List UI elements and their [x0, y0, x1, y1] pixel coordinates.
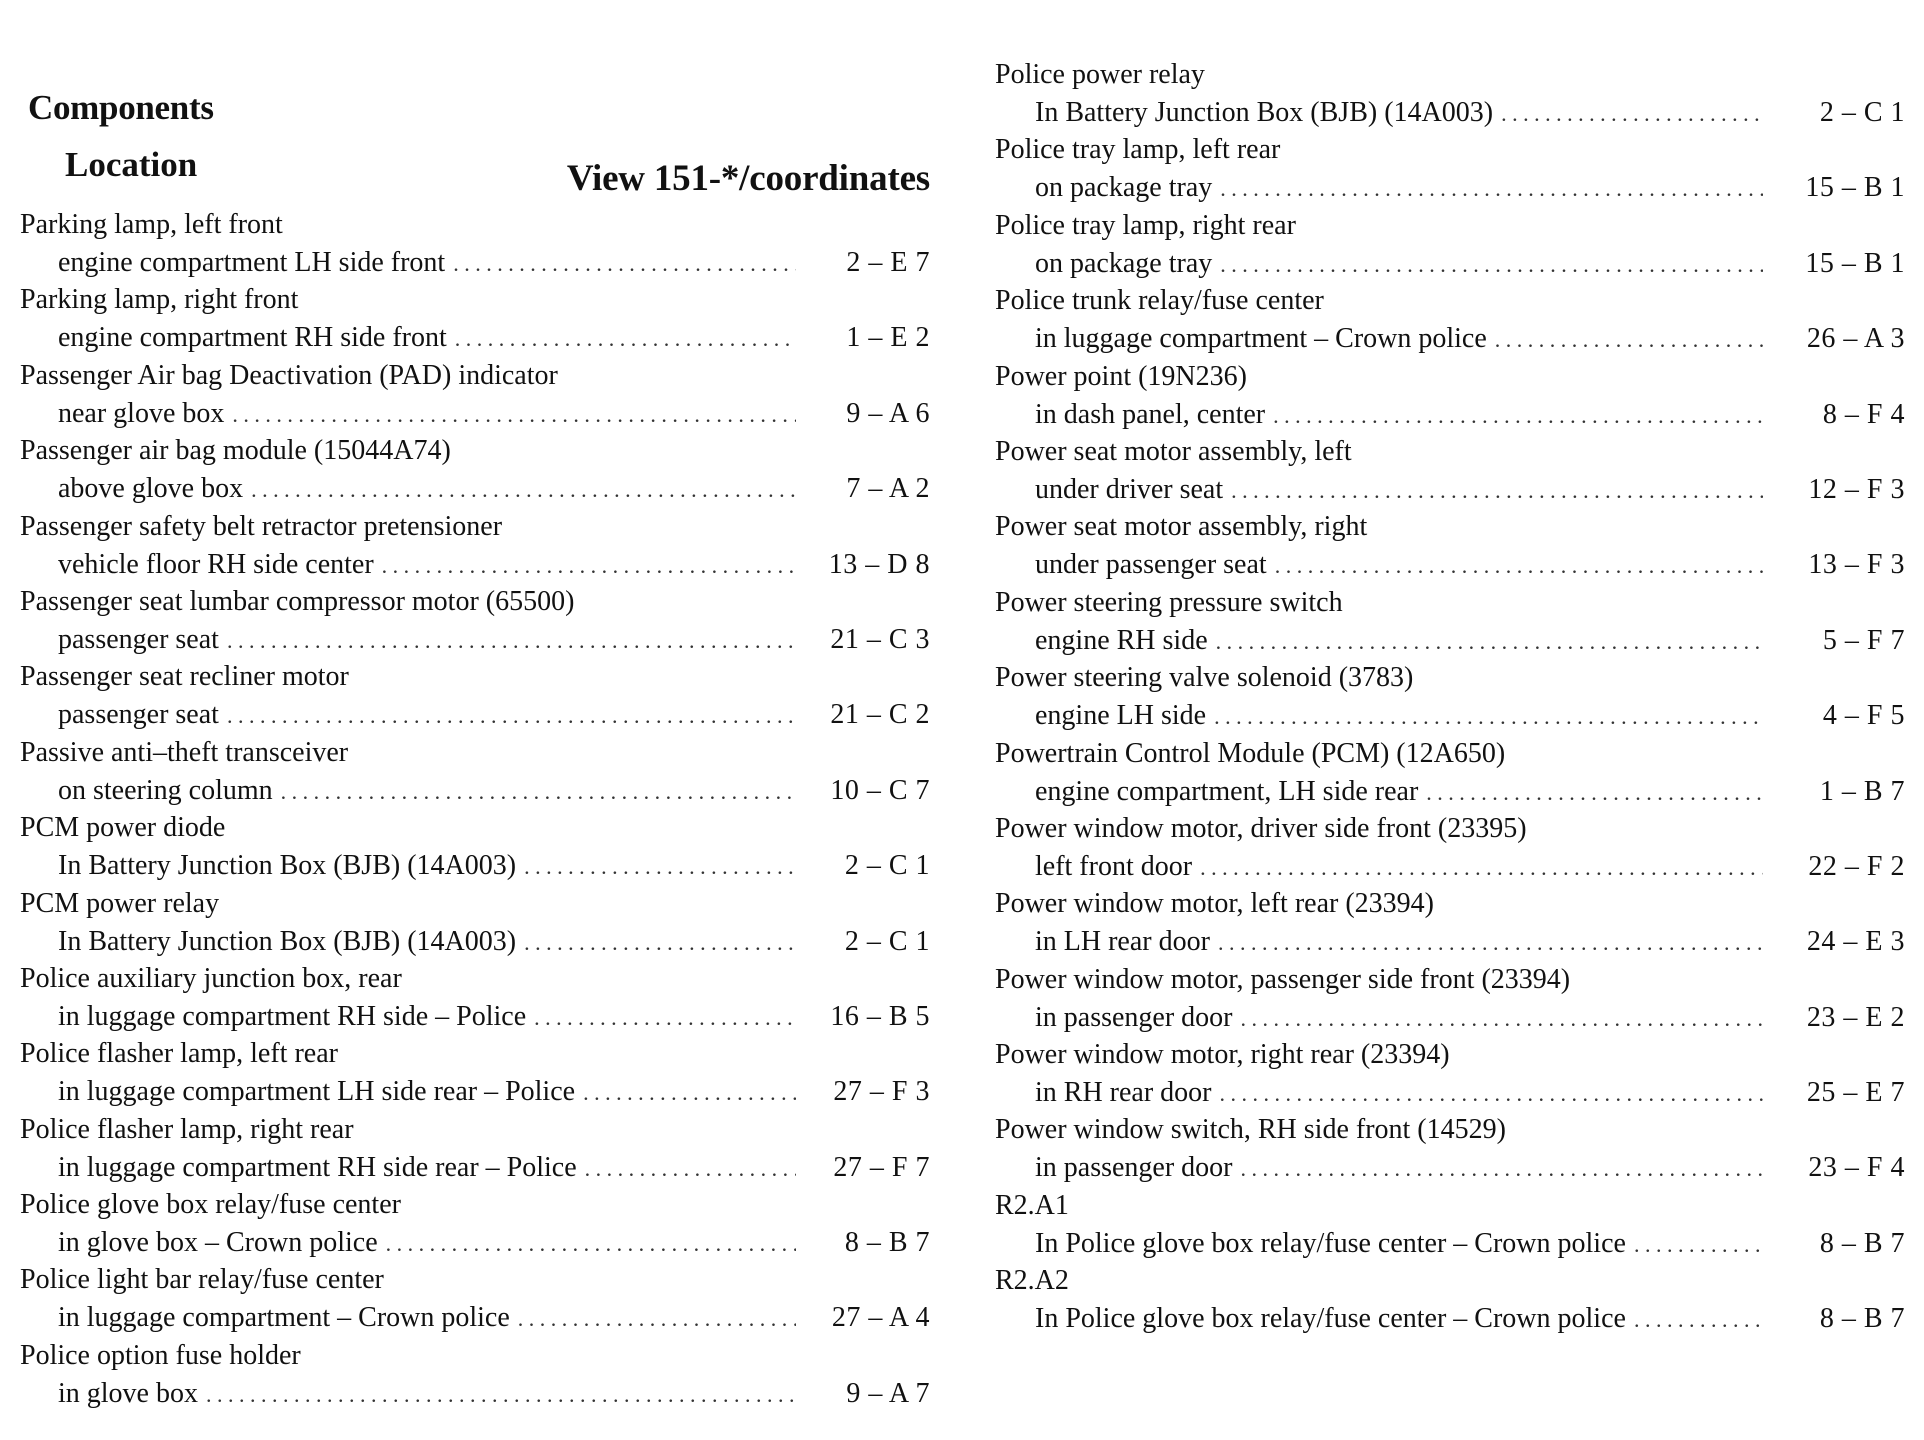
component-name: R2.A2: [995, 1265, 1069, 1297]
view-coordinate: 2 – C 1: [844, 925, 930, 957]
component-location-line: [58, 395, 930, 432]
component-name: Passenger safety belt retractor pretensioner: [20, 510, 503, 542]
dot-leader: [386, 1225, 796, 1262]
component-location: in glove box – Crown police: [58, 1227, 378, 1259]
view-coordinate: 12 – F 3: [1808, 473, 1905, 505]
component-name: Parking lamp, right front: [20, 284, 299, 316]
component-entry: [995, 508, 1905, 583]
component-name: Power seat motor assembly, right: [995, 511, 1368, 543]
component-location-line: [1035, 622, 1905, 659]
component-location-line: [1035, 546, 1905, 583]
component-location-line: [1035, 923, 1905, 960]
component-location-line: [58, 998, 930, 1035]
component-entry: [20, 508, 930, 583]
component-name: Police flasher lamp, right rear: [20, 1113, 354, 1145]
component-location: In Battery Junction Box (BJB) (14A003): [1035, 97, 1494, 128]
component-name: Power seat motor assembly, left: [995, 435, 1352, 467]
dot-leader: [1273, 397, 1763, 434]
dot-leader: [251, 471, 796, 508]
component-location: near glove box: [58, 397, 225, 429]
component-location: in RH rear door: [1035, 1077, 1212, 1109]
component-name: PCM power diode: [20, 812, 226, 844]
dot-leader: [518, 1300, 796, 1337]
component-entry: [995, 584, 1905, 659]
view-coordinate: 2 – C 1: [844, 850, 930, 882]
component-entry: [20, 206, 930, 281]
dot-leader: [1634, 1226, 1763, 1263]
view-coordinate: 23 – E 2: [1806, 1001, 1905, 1033]
component-name: Police tray lamp, right rear: [995, 209, 1296, 241]
component-location: In Police glove box relay/fuse center – Crown police: [1035, 1303, 1626, 1335]
dot-leader: [1426, 774, 1763, 811]
dot-leader: [524, 924, 796, 961]
view-coordinate: 5 – F 7: [1822, 624, 1905, 656]
component-entry: [20, 357, 930, 432]
component-location: engine compartment, LH side rear: [1035, 775, 1419, 807]
component-location-line: [1035, 999, 1905, 1036]
component-location-line: [1035, 245, 1905, 282]
component-location: in passenger door: [1035, 1001, 1233, 1033]
component-entry: [20, 1337, 930, 1412]
dot-leader: [455, 320, 796, 357]
component-location: on steering column: [58, 774, 273, 806]
component-location-line: [1035, 320, 1905, 357]
component-entry: [995, 56, 1905, 131]
view-coordinate: 8 – F 4: [1822, 398, 1905, 430]
component-name: Power steering pressure switch: [995, 586, 1343, 618]
component-name: Passenger seat recliner motor: [20, 661, 349, 693]
components-heading: Components: [28, 88, 214, 127]
view-coordinate: 9 – A 6: [846, 397, 930, 429]
view-coordinate: 16 – B 5: [830, 1000, 930, 1032]
component-location: in passenger door: [1035, 1152, 1233, 1184]
dot-leader: [1200, 849, 1763, 886]
component-name: Parking lamp, left front: [20, 209, 283, 240]
component-location-line: [58, 923, 930, 960]
component-location-line: [1035, 848, 1905, 885]
component-location: above glove box: [58, 473, 244, 505]
component-name: Power steering valve solenoid (3783): [995, 662, 1414, 694]
component-name: Powertrain Control Module (PCM) (12A650): [995, 737, 1506, 769]
component-name: Police flasher lamp, left rear: [20, 1038, 338, 1070]
component-name: Power window motor, passenger side front (23394): [995, 963, 1571, 995]
view-coordinate: 13 – F 3: [1808, 549, 1905, 581]
component-name: PCM power relay: [20, 887, 220, 919]
component-location-line: [58, 1073, 930, 1110]
view-coordinate: 25 – E 7: [1806, 1077, 1905, 1109]
component-entry: [20, 281, 930, 356]
component-location-line: [58, 244, 930, 281]
component-name: Passive anti–theft transceiver: [20, 736, 349, 768]
dot-leader: [583, 1074, 796, 1111]
component-location-line: [1035, 1149, 1905, 1186]
component-location-line: [1035, 1300, 1905, 1337]
dot-leader: [534, 999, 796, 1036]
right-entry-list: [995, 56, 1905, 1338]
component-location: in LH rear door: [1035, 926, 1210, 958]
component-entry: [995, 735, 1905, 810]
view-coordinate: 9 – A 7: [846, 1377, 930, 1409]
component-location-line: [58, 847, 930, 884]
component-location-line: [58, 319, 930, 356]
component-location-line: [1035, 1225, 1905, 1262]
view-coordinate: 1 – B 7: [1819, 775, 1905, 807]
component-entry: [20, 809, 930, 884]
component-location-line: [58, 772, 930, 809]
dot-leader: [1495, 321, 1763, 358]
dot-leader: [1218, 924, 1763, 961]
dot-leader: [1241, 1150, 1763, 1187]
component-entry: [995, 433, 1905, 508]
component-entry: [20, 1261, 930, 1336]
view-coordinate: 27 – A 4: [831, 1302, 930, 1334]
component-location-line: [58, 546, 930, 583]
view-coordinate: 24 – E 3: [1806, 926, 1905, 958]
component-name: Passenger seat lumbar compressor motor (65500): [20, 585, 575, 617]
component-location-line: [58, 1224, 930, 1261]
component-name: Passenger Air bag Deactivation (PAD) indicator: [20, 359, 558, 391]
component-entry: [995, 961, 1905, 1036]
component-location-line: [58, 696, 930, 733]
component-entry: [20, 734, 930, 809]
dot-leader: [206, 1376, 796, 1413]
component-location: In Police glove box relay/fuse center – Crown police: [1035, 1227, 1626, 1259]
component-location-line: [1035, 1074, 1905, 1111]
component-location: in glove box: [58, 1377, 198, 1409]
component-name: Power window switch, RH side front (14529): [995, 1114, 1506, 1146]
component-location: under driver seat: [1035, 473, 1224, 505]
component-name: Passenger air bag module (15044A74): [20, 435, 451, 467]
view-coordinate: 21 – C 3: [830, 623, 930, 655]
dot-leader: [1220, 170, 1763, 207]
view-coordinate: 8 – B 7: [1819, 1303, 1905, 1335]
view-coordinate: 22 – F 2: [1808, 850, 1905, 882]
view-coordinate: 4 – F 5: [1822, 700, 1905, 732]
component-entry: [995, 358, 1905, 433]
view-coordinate: 13 – D 8: [828, 548, 930, 580]
dot-leader: [453, 245, 796, 282]
component-name: Police glove box relay/fuse center: [20, 1189, 401, 1221]
component-entry: [995, 1262, 1905, 1337]
component-name: Police light bar relay/fuse center: [20, 1264, 384, 1296]
view-coordinates-heading: View 151-*/coordinates: [566, 158, 930, 199]
component-name: Power window motor, left rear (23394): [995, 888, 1434, 920]
view-coordinate: 8 – B 7: [1819, 1227, 1905, 1259]
component-location-line: [58, 470, 930, 507]
location-heading: Location: [65, 145, 198, 184]
view-coordinate: 8 – B 7: [844, 1227, 930, 1259]
component-entry: [20, 1111, 930, 1186]
dot-leader: [1214, 698, 1763, 735]
component-entry: [20, 583, 930, 658]
component-location: In Battery Junction Box (BJB) (14A003): [58, 850, 517, 882]
component-entry: [995, 1111, 1905, 1186]
component-location-line: [1035, 94, 1905, 131]
dot-leader: [281, 773, 796, 810]
component-location-line: [58, 1149, 930, 1186]
view-coordinate: 1 – E 2: [846, 322, 930, 354]
dot-leader: [524, 848, 796, 885]
component-location: engine RH side: [1035, 624, 1208, 656]
view-coordinate: 2 – E 7: [846, 247, 930, 278]
component-location: in luggage compartment – Crown police: [58, 1302, 510, 1334]
component-entry: [995, 282, 1905, 357]
dot-leader: [1634, 1301, 1763, 1338]
component-location-line: [58, 1299, 930, 1336]
component-location: in luggage compartment RH side rear – Police: [58, 1151, 577, 1183]
component-location: in luggage compartment LH side rear – Police: [58, 1076, 576, 1108]
component-entry: [995, 1036, 1905, 1111]
component-location: under passenger seat: [1035, 549, 1267, 581]
component-entry: [20, 432, 930, 507]
component-entry: [995, 810, 1905, 885]
dot-leader: [1231, 472, 1763, 509]
component-location: passenger seat: [58, 699, 219, 731]
component-entry: [20, 1186, 930, 1261]
component-entry: [20, 885, 930, 960]
dot-leader: [1220, 246, 1763, 283]
left-entry-list: [20, 206, 930, 1412]
component-location-line: [1035, 697, 1905, 734]
component-entry: [995, 1187, 1905, 1262]
dot-leader: [1275, 547, 1763, 584]
view-coordinate: 15 – B 1: [1805, 172, 1905, 204]
view-coordinate: 7 – A 2: [846, 473, 930, 505]
view-coordinate: 23 – F 4: [1808, 1152, 1905, 1184]
component-name: Police trunk relay/fuse center: [995, 285, 1324, 317]
dot-leader: [1216, 623, 1763, 660]
component-name: Police option fuse holder: [20, 1339, 301, 1371]
component-name: Police power relay: [995, 59, 1205, 90]
component-location: vehicle floor RH side center: [58, 548, 374, 580]
dot-leader: [232, 396, 796, 433]
component-entry: [995, 207, 1905, 282]
component-name: Power point (19N236): [995, 360, 1247, 392]
view-coordinate: 27 – F 7: [833, 1151, 930, 1183]
view-coordinate: 27 – F 3: [833, 1076, 930, 1108]
view-coordinate: 10 – C 7: [830, 774, 930, 806]
view-coordinate: 21 – C 2: [830, 699, 930, 731]
component-name: Police auxiliary junction box, rear: [20, 962, 402, 994]
component-entry: [995, 131, 1905, 206]
component-location: in luggage compartment – Crown police: [1035, 323, 1487, 355]
component-entry: [995, 885, 1905, 960]
component-location-line: [1035, 396, 1905, 433]
dot-leader: [1241, 1000, 1763, 1037]
component-location: engine LH side: [1035, 700, 1207, 732]
component-location: on package tray: [1035, 172, 1213, 204]
dot-leader: [1220, 1075, 1763, 1112]
component-location: on package tray: [1035, 247, 1213, 279]
component-entry: [20, 658, 930, 733]
component-location: engine compartment LH side front: [58, 247, 446, 278]
dot-leader: [382, 547, 796, 584]
view-coordinate: 2 – C 1: [1819, 97, 1905, 128]
dot-leader: [227, 697, 796, 734]
view-coordinate: 15 – B 1: [1805, 247, 1905, 279]
component-entry: [20, 960, 930, 1035]
dot-leader: [585, 1150, 796, 1187]
component-name: Power window motor, driver side front (23395): [995, 812, 1527, 844]
component-entry: [20, 1035, 930, 1110]
component-location: passenger seat: [58, 623, 219, 655]
dot-leader: [1501, 95, 1763, 132]
component-name: R2.A1: [995, 1189, 1069, 1221]
component-name: Power window motor, right rear (23394): [995, 1039, 1450, 1071]
component-location-line: [58, 621, 930, 658]
component-name: Police tray lamp, left rear: [995, 134, 1281, 166]
component-location: engine compartment RH side front: [58, 322, 447, 354]
component-location: in luggage compartment RH side – Police: [58, 1000, 527, 1032]
component-location-line: [1035, 169, 1905, 206]
component-location: In Battery Junction Box (BJB) (14A003): [58, 925, 517, 957]
component-location-line: [1035, 471, 1905, 508]
component-location: in dash panel, center: [1035, 398, 1266, 430]
component-location-line: [1035, 773, 1905, 810]
view-coordinate: 26 – A 3: [1806, 323, 1905, 355]
dot-leader: [227, 622, 796, 659]
component-location: left front door: [1035, 850, 1193, 882]
component-location-line: [58, 1375, 930, 1412]
component-entry: [995, 659, 1905, 734]
